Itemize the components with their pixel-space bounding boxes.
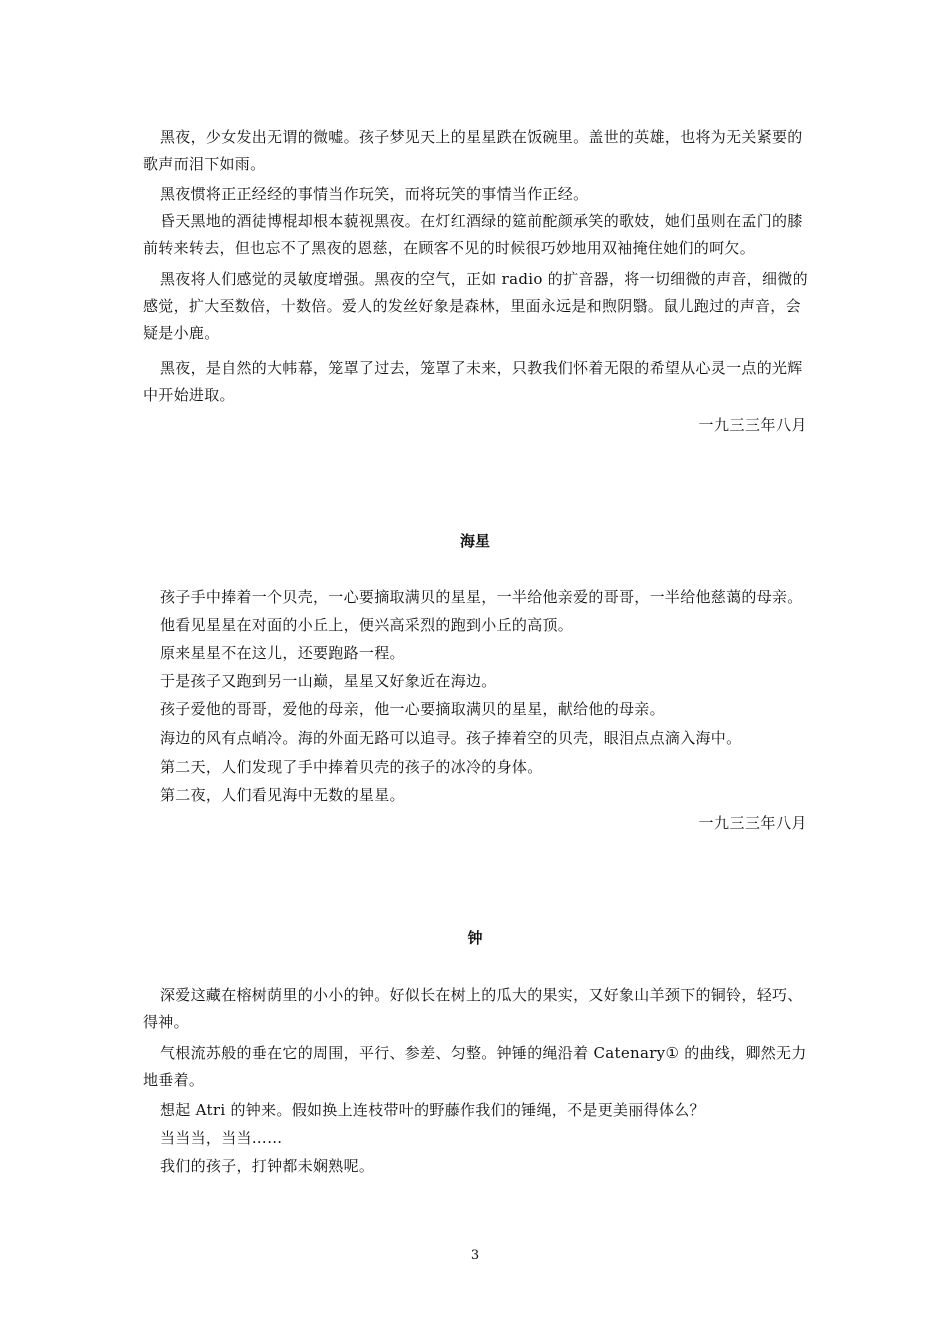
date-night: 一九三三年八月 <box>698 416 807 434</box>
bell-paragraph-2: 气根流苏般的垂在它的周围，平行、参差、匀整。钟锤的绳沿着 Catenary① 的曲线，卿然无力地垂着。 <box>143 1044 807 1089</box>
date-starfish: 一九三三年八月 <box>698 814 807 832</box>
starfish-line-1: 孩子手中捧着一个贝壳，一心要摘取满贝的星星，一半给他亲爱的哥哥，一半给他慈蔼的母亲。 <box>160 588 803 606</box>
starfish-line-7: 第二天，人们发现了手中捧着贝壳的孩子的冰冷的身体。 <box>160 758 543 776</box>
paragraph-night-2: 黑夜惯将正正经经的事情当作玩笑，而将玩笑的事情当作正经。 <box>160 185 589 203</box>
paragraph-night-3: 昏天黑地的酒徒博棍却根本藐视黑夜。在灯红酒绿的筵前酡颜承笑的歌妓，她们虽则在孟门的膝前转来转去，但也忘不了黑夜的恩慈，在顾客不见的时候很巧妙地用双袖掩住她们的呵欠。 <box>143 212 803 257</box>
bell-line-3: 我们的孩子，打钟都未娴熟呢。 <box>160 1157 375 1175</box>
starfish-line-6: 海边的风有点峭冷。海的外面无路可以追寻。孩子捧着空的贝壳，眼泪点点滴入海中。 <box>160 729 742 747</box>
paragraph-night-1: 黑夜，少女发出无谓的微嘘。孩子梦见天上的星星跌在饭碗里。盖世的英雄，也将为无关紧要的歌声而泪下如雨。 <box>143 128 803 173</box>
bell-line-2: 当当当，当当…… <box>160 1129 283 1147</box>
bell-paragraph-1: 深爱这藏在榕树荫里的小小的钟。好似长在树上的瓜大的果实，又好象山羊颈下的铜铃，轻巧、得神。 <box>143 986 803 1031</box>
paragraph-night-5: 黑夜，是自然的大帏幕，笼罩了过去，笼罩了未来，只教我们怀着无限的希望从心灵一点的光辉中开始进取。 <box>143 359 803 404</box>
starfish-line-4: 于是孩子又跑到另一山巅，星星又好象近在海边。 <box>160 672 497 690</box>
bell-line-1: 想起 Atri 的钟来。假如换上连枝带叶的野藤作我们的锤绳，不是更美丽得体么？ <box>160 1101 705 1119</box>
page-number: 3 <box>470 1248 480 1263</box>
starfish-line-5: 孩子爱他的哥哥，爱他的母亲，他一心要摘取满贝的星星，献给他的母亲。 <box>160 700 665 718</box>
starfish-line-3: 原来星星不在这儿，还要跑路一程。 <box>160 644 405 662</box>
section-title-bell: 钟 <box>467 929 483 947</box>
section-title-starfish: 海星 <box>459 532 490 550</box>
paragraph-night-4: 黑夜将人们感觉的灵敏度增强。黑夜的空气，正如 radio 的扩音器，将一切细微的声音，细微的感觉，扩大至数倍，十数倍。爱人的发丝好象是森林，里面永远是和煦阴翳。鼠儿跑过的声音，会疑是小鹿。 <box>143 270 808 342</box>
starfish-line-8: 第二夜，人们看见海中无数的星星。 <box>160 786 405 804</box>
starfish-line-2: 他看见星星在对面的小丘上，便兴高采烈的跑到小丘的高顶。 <box>160 616 574 634</box>
